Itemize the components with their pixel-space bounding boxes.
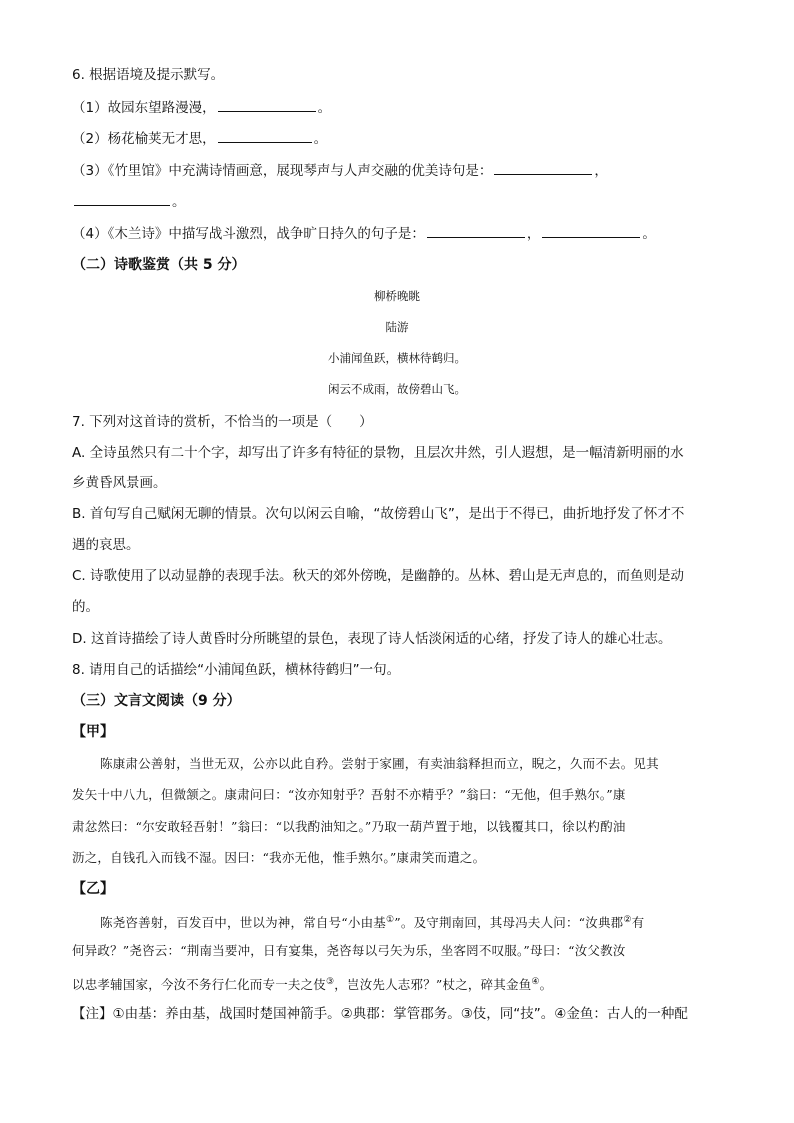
q6-item-1 — [72, 99, 331, 117]
footnote-marker: ① — [386, 915, 395, 925]
passage-yi-label: 【乙】 — [72, 881, 114, 897]
passage-jia-label: 【甲】 — [72, 724, 114, 740]
poem-title: 柳桥晚眺 — [374, 289, 420, 303]
footnote-marker: ② — [623, 915, 632, 925]
q7-option-c[interactable]: C. 诗歌使用了以动显静的表现手法。秋天的郊外傍晚，是幽静的。丛林、碧山是无声息的，而鱼则是动 — [72, 568, 685, 584]
yi-line-3-a: 以忠孝辅国家，今汝不务行仁化而专一夫之伎 — [72, 977, 327, 993]
section-heading-classical: （三）文言文阅读（9 分） — [72, 693, 241, 709]
poem-author: 陆游 — [385, 320, 409, 334]
section-heading-poetry: （二）诗歌鉴赏（共 5 分） — [72, 257, 246, 273]
q6-item-2 — [72, 130, 327, 148]
yi-line-1-b: ”。及守荆南回，其母冯夫人问：“汝典郡 — [394, 915, 624, 931]
q6-item4-end: 。 — [642, 226, 656, 242]
footnote-marker: ③ — [326, 977, 335, 987]
answer-blank[interactable] — [218, 130, 312, 143]
jia-line-1: 陈康肃公善射，当世无双，公亦以此自矜。尝射于家圃，有卖油翁释担而立，睨之，久而不去。见其 — [100, 756, 659, 771]
yi-line-3-b: ，岂汝先人志邪？”杖之，碎其金鱼 — [334, 977, 532, 993]
q7-option-d[interactable]: D. 这首诗描绘了诗人黄昏时分所眺望的景色，表现了诗人恬淡闲适的心绪，抒发了诗人的雄心壮志。 — [72, 631, 672, 647]
answer-blank[interactable] — [542, 225, 640, 238]
q6-item3-text: （3）《竹里馆》中充满诗情画意，展现琴声与人声交融的优美诗句是： — [72, 163, 493, 179]
poem-line-2: 闲云不成雨，故傍碧山飞。 — [328, 382, 466, 396]
footnotes: 【注】①由基：养由基，战国时楚国神箭手。②典郡：掌管郡务。③伎，同“技”。④金鱼：古人的一种配 — [72, 1006, 688, 1022]
answer-blank[interactable] — [494, 162, 592, 175]
q7-stem: 7. 下列对这首诗的赏析，不恰当的一项是（ ） — [72, 414, 373, 430]
answer-blank[interactable] — [74, 193, 170, 206]
q6-item4-text: （4）《木兰诗》中描写战斗激烈，战争旷日持久的句子是： — [72, 226, 425, 242]
q6-item1-end: 。 — [317, 100, 332, 116]
q6-item3-sep: ， — [594, 163, 608, 179]
q7-option-a-cont: 乡黄昏风景画。 — [72, 475, 167, 491]
yi-line-3 — [72, 973, 552, 994]
yi-line-3-c: 。 — [539, 977, 553, 993]
q6-title: 6. 根据语境及提示默写。 — [72, 67, 225, 83]
q6-item1-text: （1）故园东望路漫漫， — [72, 100, 216, 116]
q7-option-b[interactable]: B. 首句写自己赋闲无聊的情景。次句以闲云自喻，“故傍碧山飞”，是出于不得已，曲折地抒发了怀才不 — [72, 506, 685, 522]
yi-line-1 — [100, 911, 644, 932]
footnote-marker: ④ — [531, 977, 540, 987]
q6-item-3-cont — [72, 193, 186, 211]
jia-line-2: 发矢十中八九，但微颔之。康肃问曰：“汝亦知射乎？吾射不亦精乎？”翁曰：“无他，但手熟尔。”康 — [72, 787, 626, 802]
q7-option-a[interactable]: A. 全诗虽然只有二十个字，却写出了许多有特征的景物，且层次井然，引人遐想，是一幅清新明丽的水 — [72, 445, 684, 461]
q7-option-b-cont: 遇的哀思。 — [72, 537, 140, 553]
answer-blank[interactable] — [427, 225, 525, 238]
q6-item4-sep: ， — [526, 226, 541, 242]
jia-line-4: 沥之，自钱孔入而钱不湿。因曰：“我亦无他，惟手熟尔。”康肃笑而遣之。 — [72, 850, 486, 865]
yi-line-2: 何异政？”尧咨云：“荆南当要冲，日有宴集，尧咨每以弓矢为乐，坐客罔不叹服。”母曰：“汝父教汝 — [72, 943, 626, 958]
poem-line-1: 小浦闻鱼跃，横林待鹤归。 — [328, 351, 466, 365]
q6-item3-end: 。 — [172, 194, 186, 210]
yi-line-1-c: 有 — [631, 915, 645, 931]
q7-option-c-cont: 的。 — [72, 599, 99, 615]
q6-item2-end: 。 — [313, 131, 328, 147]
jia-line-3: 肃忿然曰：“尔安敢轻吾射！”翁曰：“以我酌油知之。”乃取一葫芦置于地，以钱覆其口，徐以杓酌油 — [72, 819, 626, 834]
q8-text: 8. 请用自己的话描绘“小浦闻鱼跃，横林待鹤归”一句。 — [72, 662, 401, 678]
yi-line-1-a: 陈尧咨善射，百发百中，世以为神，常自号“小由基 — [100, 915, 386, 931]
q6-item-4 — [72, 225, 656, 243]
q6-item-3 — [72, 162, 608, 180]
answer-blank[interactable] — [218, 99, 316, 112]
q6-item2-text: （2）杨花榆荚无才思， — [72, 131, 216, 147]
